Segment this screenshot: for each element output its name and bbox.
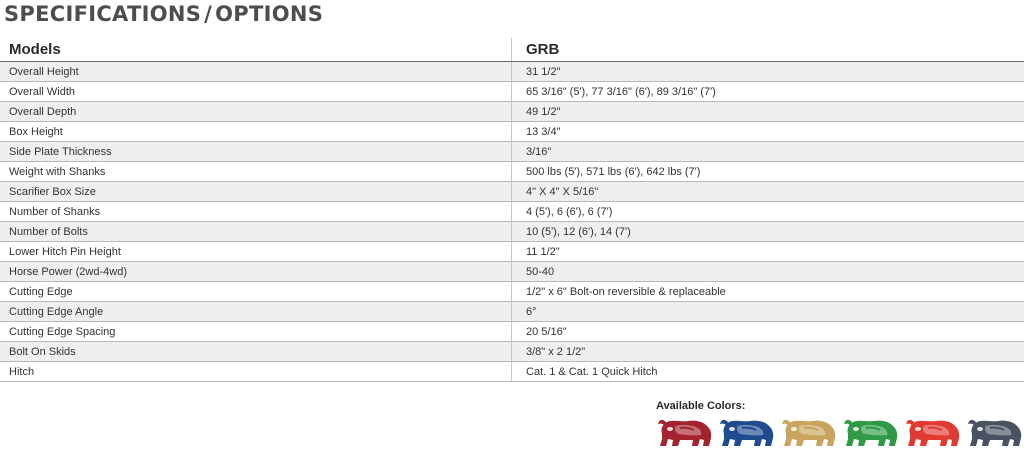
header-model-name: GRB [526,41,560,58]
spec-value: 500 lbs (5'), 571 lbs (6'), 642 lbs (7') [526,166,701,178]
table-row [0,62,1024,82]
spec-value: 3/16" [526,146,552,158]
spec-value: 20 5/16" [526,326,567,338]
title-separator: / [204,2,213,26]
table-row [0,322,1024,342]
spec-label: Number of Shanks [0,202,512,221]
table-row [0,222,1024,242]
table-row [0,202,1024,222]
spec-label: Lower Hitch Pin Height [0,242,512,261]
spec-value: 1/2" x 6" Bolt-on reversible & replaceable [526,286,726,298]
spec-label: Cutting Edge [0,282,512,301]
table-row [0,302,1024,322]
table-row [0,242,1024,262]
spec-value: Cat. 1 & Cat. 1 Quick Hitch [526,366,658,378]
spec-value: 31 1/2" [526,66,561,78]
spec-value: 10 (5'), 12 (6'), 14 (7') [526,226,631,238]
specifications-table [0,38,1024,382]
spec-label: Scarifier Box Size [0,182,512,201]
spec-value: 13 3/4" [526,126,561,138]
table-row [0,342,1024,362]
table-row [0,262,1024,282]
spec-label: Overall Depth [0,102,512,121]
table-row [0,102,1024,122]
page-title [4,2,323,26]
spec-label: Box Height [0,122,512,141]
spec-label: Number of Bolts [0,222,512,241]
spec-label: Horse Power (2wd-4wd) [0,262,512,281]
spec-label: Hitch [0,362,512,381]
spec-value: 50-40 [526,266,555,278]
title-sub: OPTIONS [215,2,324,26]
table-row [0,162,1024,182]
table-row [0,122,1024,142]
spec-value: 11 1/2" [526,246,560,258]
header-models: Models [0,38,512,61]
table-row [0,182,1024,202]
table-row [0,142,1024,162]
bull-logo-icon [656,414,714,450]
spec-value: 6° [526,306,537,318]
spec-label: Overall Height [0,62,512,81]
spec-label: Cutting Edge Spacing [0,322,512,341]
spec-label: Cutting Edge Angle [0,302,512,321]
bull-logo-icon [904,414,962,450]
table-row [0,282,1024,302]
spec-label: Overall Width [0,82,512,101]
table-header-row [0,38,1024,62]
color-swatches [656,414,1024,450]
bull-logo-icon [842,414,900,450]
spec-value: 4 (5'), 6 (6'), 6 (7') [526,206,613,218]
table-row [0,82,1024,102]
spec-label: Side Plate Thickness [0,142,512,161]
spec-value: 3/8" x 2 1/2" [526,346,586,358]
spec-value: 4" X 4" X 5/16" [526,186,599,198]
spec-value: 65 3/16" (5'), 77 3/16" (6'), 89 3/16" (7') [526,86,716,98]
bull-logo-icon [780,414,838,450]
bull-logo-icon [718,414,776,450]
title-main: SPECIFICATIONS [4,2,202,26]
table-row [0,362,1024,382]
spec-value: 49 1/2" [526,106,561,118]
available-colors-label: Available Colors: [656,400,746,412]
spec-label: Bolt On Skids [0,342,512,361]
spec-label: Weight with Shanks [0,162,512,181]
bull-logo-icon [966,414,1024,450]
